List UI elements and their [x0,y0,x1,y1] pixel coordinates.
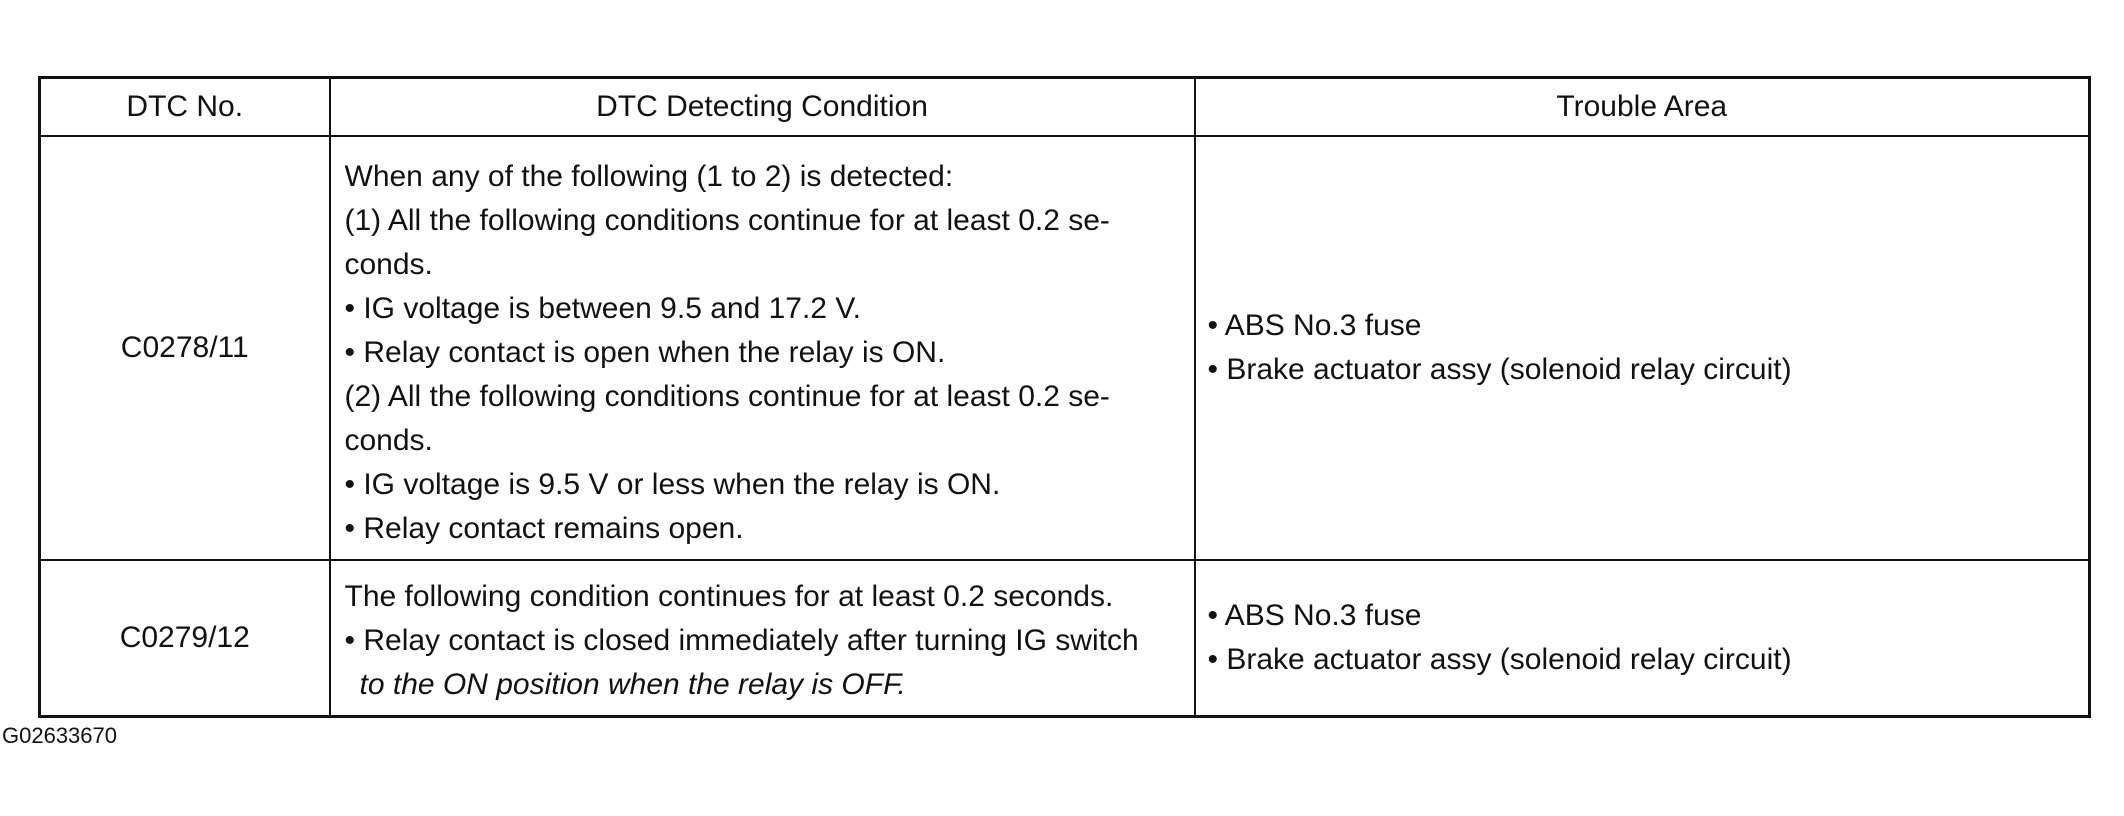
condition-line: • IG voltage is 9.5 V or less when the relay is ON. [344,468,1001,501]
condition-line: • IG voltage is between 9.5 and 17.2 V. [344,292,861,325]
figure-id-label: G02633670 [2,723,117,748]
column-header-dtc-no: DTC No. [40,78,330,137]
trouble-area-item: • Brake actuator assy (solenoid relay circuit) [1207,353,1792,386]
table-row [40,560,2090,717]
dtc-code-cell: C0278/11 [40,136,330,560]
condition-line: (2) All the following conditions continue for at least 0.2 se- [344,380,1110,413]
condition-line: (1) All the following conditions continue for at least 0.2 se- [344,204,1110,237]
condition-line: • Relay contact is open when the relay is ON. [344,336,946,369]
table-header-row [40,78,2090,137]
condition-line: • Relay contact is closed immediately after turning IG switch [344,624,1139,657]
condition-line: conds. [344,248,433,281]
condition-line: to the ON position when the relay is OFF. [359,668,906,701]
column-header-detecting-condition: DTC Detecting Condition [330,78,1195,137]
condition-line: • Relay contact remains open. [344,512,744,545]
trouble-area-item: • ABS No.3 fuse [1207,309,1422,342]
table-row [40,136,2090,560]
dtc-table [38,76,2091,718]
detecting-condition-cell [330,136,1195,560]
trouble-area-cell [1195,136,2090,560]
condition-line: The following condition continues for at least 0.2 seconds. [344,580,1114,613]
condition-line: When any of the following (1 to 2) is detected: [344,160,954,193]
trouble-area-item: • ABS No.3 fuse [1207,599,1422,632]
detecting-condition-cell [330,560,1195,717]
condition-line: conds. [344,424,433,457]
trouble-area-item: • Brake actuator assy (solenoid relay circuit) [1207,643,1792,676]
column-header-trouble-area: Trouble Area [1195,78,2090,137]
trouble-area-cell [1195,560,2090,717]
dtc-code-cell: C0279/12 [40,560,330,717]
